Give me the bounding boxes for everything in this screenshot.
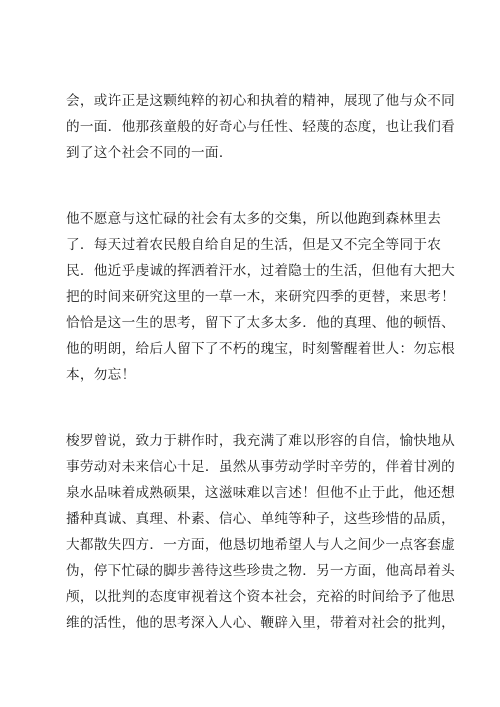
text-line: 事劳动对未来信心十足．虽然从事劳动学时辛劳的，伴着甘冽的 bbox=[66, 459, 456, 475]
text-line: 把的时间来研究这里的一草一木，来研究四季的更替，来思考！ bbox=[66, 289, 456, 305]
document-page bbox=[66, 88, 456, 636]
text-line: 本，勿忘！ bbox=[66, 367, 136, 383]
text-line: 大都散失四方．一方面，他恳切地希望人与人之间少一点客套虚 bbox=[66, 537, 456, 553]
text-line: 他不愿意与这忙碌的社会有太多的交集，所以他跑到森林里去 bbox=[66, 211, 442, 227]
text-line: 播种真诚、真理、朴素、信心、单纯等种子，这些珍惜的品质， bbox=[66, 511, 456, 527]
text-line: 伪，停下忙碌的脚步善待这些珍贵之物．另一方面，他高昂着头 bbox=[66, 563, 456, 579]
text-line: 颅，以批判的态度审视着这个资本社会，充裕的时间给予了他思 bbox=[66, 589, 456, 605]
paragraph-1 bbox=[66, 88, 456, 166]
text-line: 了．每天过着农民般自给自足的生活，但是又不完全等同于农 bbox=[66, 237, 442, 253]
paragraph-spacer bbox=[66, 166, 450, 206]
text-line: 恰恰是这一生的思考，留下了太多太多．他的真理、他的顿悟、 bbox=[66, 315, 456, 331]
text-line: 会，或许正是这颗纯粹的初心和执着的精神，展现了他与众不同 bbox=[66, 93, 456, 109]
paragraph-spacer bbox=[66, 388, 450, 428]
paragraph-3 bbox=[66, 428, 456, 636]
text-line: 的一面．他那孩童般的好奇心与任性、轻蔑的态度，也让我们看 bbox=[66, 119, 456, 135]
text-line: 梭罗曾说，致力于耕作时，我充满了难以形容的自信，愉快地从 bbox=[66, 433, 456, 449]
text-line: 到了这个社会不同的一面． bbox=[66, 145, 233, 161]
text-line: 泉水品味着成熟硕果，这滋味难以言述！但他不止于此，他还想 bbox=[66, 485, 456, 501]
text-line: 他的明朗，给后人留下了不朽的瑰宝，时刻警醒着世人：勿忘根 bbox=[66, 341, 456, 357]
text-line: 民．他近乎虔诚的挥洒着汗水，过着隐士的生活，但他有大把大 bbox=[66, 263, 456, 279]
paragraph-2 bbox=[66, 206, 456, 388]
text-line: 维的活性，他的思考深入人心、鞭辟入里，带着对社会的批判， bbox=[66, 615, 456, 631]
